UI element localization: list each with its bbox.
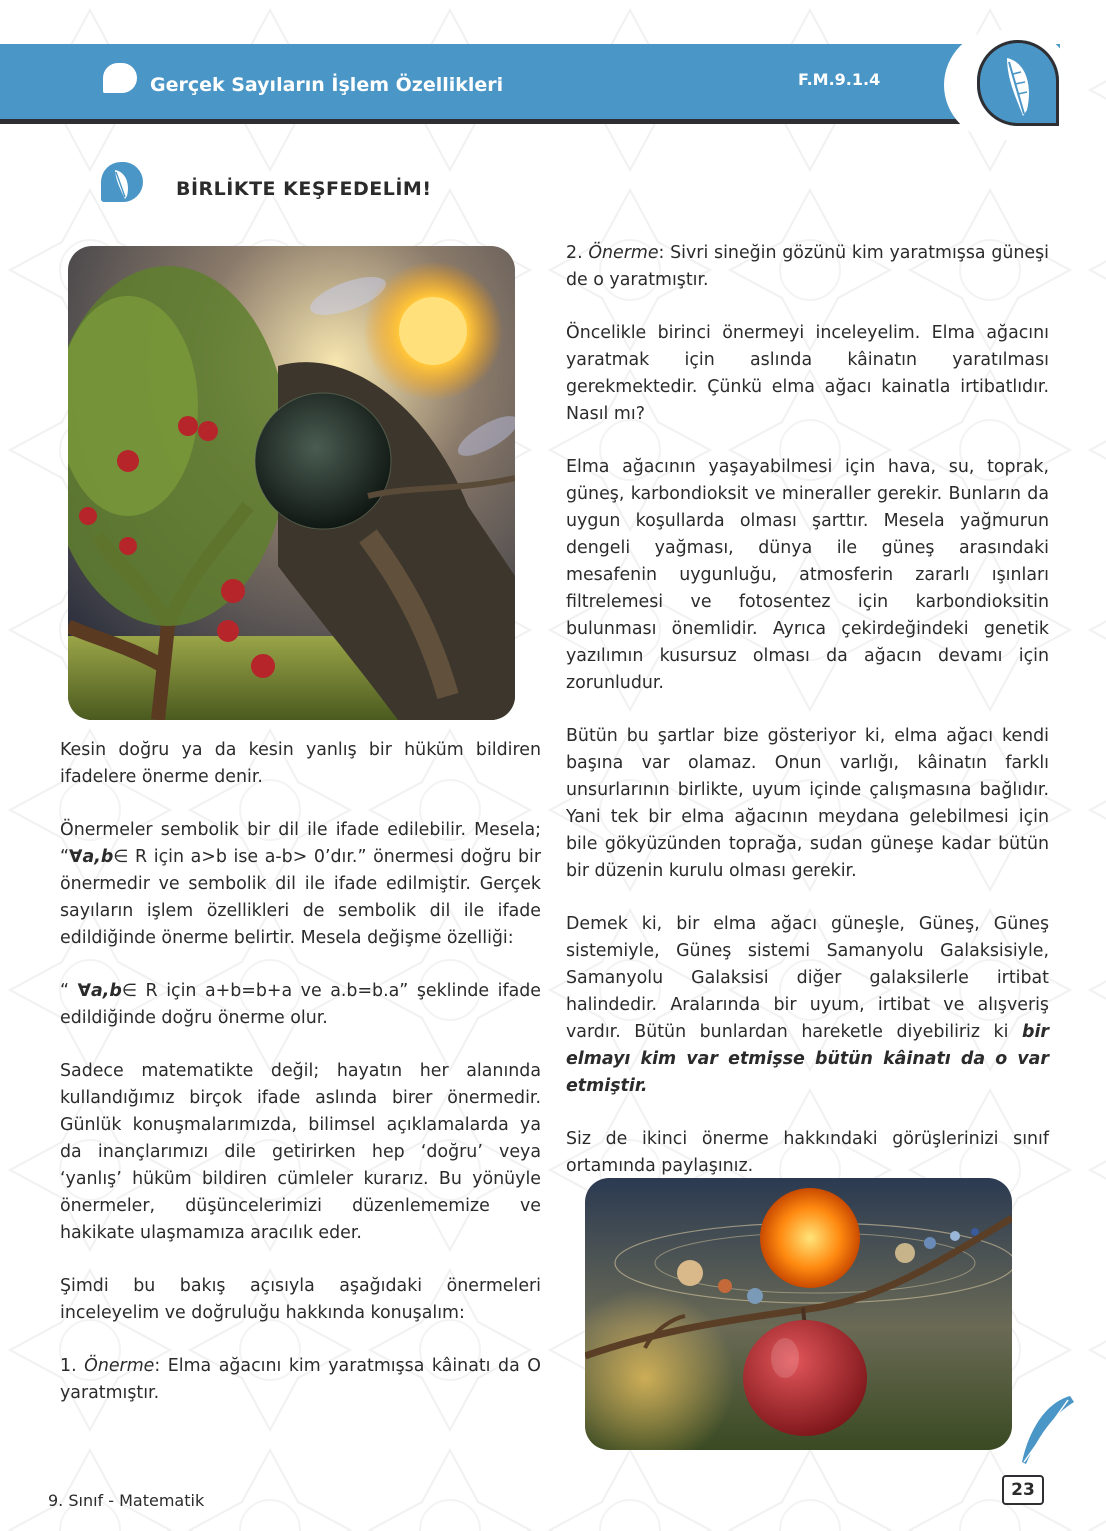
text-fragment: Demek ki, bir elma ağacı güneşle, Güneş, Güneş sistemiyle, Güneş sistemi Samanyolu Galaksisiyle, Samanyolu Galaksisi diğer galaksilerle irtibat halindedir. Aralarında bir uyum, irtibat ve alışveriş vardır. Bütün bunlardan hareketle diyebiliriz ki xyxy=(566,914,1049,1042)
proposition-text: : Elma ağacını kim yaratmışsa kâinatı da O yaratmıştır. xyxy=(60,1356,541,1403)
forall-symbol: ∀a,b xyxy=(77,981,122,1001)
proposition-1 xyxy=(60,1353,541,1407)
commutative-paragraph xyxy=(60,978,541,1032)
header-badge xyxy=(977,40,1059,126)
sun-planets-apple-image xyxy=(585,1178,1012,1450)
outcome-code: F.M.9.1.4 xyxy=(798,70,881,89)
everyday-paragraph: Sadece matematikte değil; hayatın her alanında kullandığımız birçok ifade aslında birer önermedir. Günlük konuşmalarımızda, bilimsel açıklamalarda ya da inançlarımızı dile getirirken hep ‘doğru’ veya ‘yanlış’ hüküm bildiren cümleler kurarız. Bu yönüyle önermeler, düşüncelerimizi düzenlememize ve hakikate ulaşmamıza aracılık eder. xyxy=(60,1061,541,1243)
proposition-label: Önerme xyxy=(588,243,659,263)
conclusion-emphasis: bir elmayı kim var etmişse bütün kâinatı da o var etmiştir. xyxy=(566,1022,1049,1096)
right-text-column xyxy=(566,240,1049,1206)
proposition-text: : Sivri sineğin gözünü kim yaratmışsa güneşi de o yaratmıştır. xyxy=(566,243,1049,290)
discussion-paragraph: Siz de ikinci önerme hakkındaki görüşlerinizi sınıf ortamında paylaşınız. xyxy=(566,1129,1049,1176)
analysis-paragraph: Öncelikle birinci önermeyi inceleyelim. Elma ağacını yaratmak için aslında kâinatın yaratılması gerekmektedir. Çünkü elma ağacı kainatla irtibatlıdır. Nasıl mı? xyxy=(566,323,1049,424)
conclusion-paragraph xyxy=(566,911,1049,1100)
proposition-number: 1. xyxy=(60,1356,85,1376)
header-bullet-shape xyxy=(103,63,137,93)
text-fragment: ∈ R için a>b ise a-b> 0’dır.” önermesi doğru bir önermedir ve sembolik dil ile ifade edilmiştir. Gerçek sayıların işlem özellikleri de sembolik dil ile ifade edildiğinde önerme belirtir. Mesela değişme özelliği: xyxy=(60,847,541,948)
invite-paragraph: Şimdi bu bakış açısıyla aşağıdaki önermeleri inceleyelim ve doğruluğu hakkında konuşalım: xyxy=(60,1276,541,1323)
proposition-label: Önerme xyxy=(84,1356,155,1376)
conditions-paragraph: Elma ağacının yaşayabilmesi için hava, su, toprak, güneş, karbondioksit ve mineraller gerekir. Bunların da uygun koşullarda olması şarttır. Mesela yağmurun dengeli yağması, dünya ile güneş arasındaki mesafenin uygunluğu, atmosferin zararlı ışınları filtrelemesi ve fotosentez için karbondioksitin bulunması önemlidir. Ayrıca çekirdeğindeki genetik yazılımın kusursuz olması da ağacın devamı için zorunludur. xyxy=(566,457,1049,693)
feather-icon xyxy=(977,40,1059,126)
proposition-2 xyxy=(566,240,1049,294)
feather-icon xyxy=(101,162,143,202)
footer-subject: 9. Sınıf - Matematik xyxy=(48,1491,205,1510)
definition-paragraph: Kesin doğru ya da kesin yanlış bir hüküm bildiren ifadelere önerme denir. xyxy=(60,740,541,787)
harmony-paragraph: Bütün bu şartlar bize gösteriyor ki, elma ağacı kendi başına var olamaz. Onun varlığı, kâinatın farklı unsurlarının birlikte, uyum içinde çalışmasına bağlıdır. Yani tek bir elma ağacının meydana gelebilmesi için bile gökyüzünden toprağa, sudan güneşe kadar bütün bir düzenin kurulu olması gerekir. xyxy=(566,726,1049,881)
forall-symbol: ∀a,b xyxy=(69,847,114,867)
section-title: BİRLİKTE KEŞFEDELİM! xyxy=(176,178,432,200)
left-text-column xyxy=(60,737,541,1433)
text-fragment: “ xyxy=(60,981,78,1001)
text-fragment: Önermeler sembolik bir dil ile ifade edilebilir. Mesela; “ xyxy=(60,820,541,867)
mosquito-apple-tree-image xyxy=(68,246,515,720)
symbolic-paragraph xyxy=(60,817,541,952)
chapter-title: Gerçek Sayıların İşlem Özellikleri xyxy=(150,74,504,96)
text-fragment: ∈ R için a+b=b+a ve a.b=b.a” şeklinde ifade edildiğinde doğru önerme olur. xyxy=(60,981,541,1028)
page-number: 23 xyxy=(1002,1475,1044,1505)
quill-inkwell-icon xyxy=(1008,1392,1078,1478)
proposition-number: 2. xyxy=(566,243,589,263)
section-icon xyxy=(101,162,143,202)
